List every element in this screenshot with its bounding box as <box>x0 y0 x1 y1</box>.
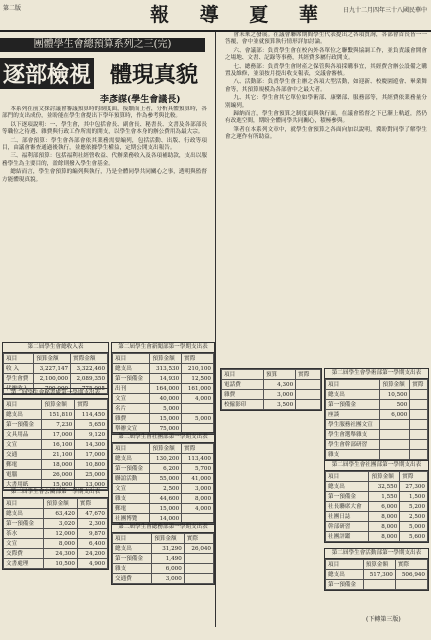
table-row <box>4 460 108 470</box>
column-divider <box>215 32 216 627</box>
paragraph: 歸納而言，學生會預算之制度面與執行面，在議會監督之下已漸上軌道，然仍有改進空間，期盼全體同學共同關心，積極參與。 <box>225 111 427 125</box>
table-header-cell: 預算金額 <box>380 380 410 390</box>
table-header-cell: 項目 <box>4 400 42 410</box>
table-cell: 雜支 <box>113 564 152 574</box>
table-cell: 151,810 <box>42 410 75 420</box>
table-cell: 41,000 <box>182 474 214 484</box>
table-header-row <box>113 354 214 364</box>
table-cell <box>410 420 428 430</box>
table-header-cell: 預算金額 <box>152 534 185 544</box>
table-row <box>222 390 321 400</box>
table-row <box>113 544 214 554</box>
data-table <box>325 471 428 542</box>
table-cell <box>184 564 213 574</box>
table-cell: 總支出 <box>113 544 152 554</box>
budget-table-misc <box>220 368 322 411</box>
table-cell: 14,300 <box>75 440 108 450</box>
table-cell: 210,100 <box>182 364 214 374</box>
table-cell: 3,000 <box>263 390 295 400</box>
table-row <box>113 494 214 504</box>
series-title: 團體學生會總預算系列之三(完) <box>0 38 205 52</box>
table-cell: 8,000 <box>369 522 400 532</box>
table-cell: 第一預備金 <box>4 519 44 529</box>
table-cell: 名片 <box>113 404 150 414</box>
table-cell: 3,000 <box>182 484 214 494</box>
table-row <box>4 470 108 480</box>
table-cell: 社長聯席大會 <box>326 502 369 512</box>
table-cell: 506,940 <box>395 570 427 580</box>
table-cell: 社團評鑑 <box>326 532 369 542</box>
table-cell: 文具用品 <box>4 430 42 440</box>
table-cell: 3,000 <box>152 574 185 584</box>
table-cell: 113,400 <box>182 454 214 464</box>
paragraph: 本系列在前文探討議會審議預算時的制度面，接續而上者，分析具體預算時，各部門的支出成份，並盼能在學生會提出下學年預算時，作為參考與比較。 <box>2 106 207 120</box>
table-header-row <box>113 444 214 454</box>
table-cell: 26,040 <box>184 544 213 554</box>
budget-table-clubs <box>111 432 215 525</box>
table-cell: 12,500 <box>182 374 214 384</box>
table-cell: 5,000 <box>150 404 182 414</box>
table-cell: 總支出 <box>113 454 150 464</box>
table-header-cell: 預算金額 <box>44 499 78 509</box>
paragraph: 會未來之發展。在議會聯席期間學生代表提出之各項質詢，各部會首長皆一一答覆，會中並就預算執行情形詳加討論。 <box>225 32 427 46</box>
table-caption: 第二屆學生會秘書處第一學期支出表 <box>3 389 108 399</box>
table-cell <box>296 400 321 410</box>
data-table <box>112 353 214 434</box>
table-header-cell: 實際 <box>182 354 214 364</box>
table-header-cell: 項目 <box>113 354 150 364</box>
table-cell: 114,450 <box>75 410 108 420</box>
table-cell: 第一預備金 <box>113 554 152 564</box>
table-cell: 700,000 <box>34 384 71 394</box>
continued-note: (下轉第三版) <box>366 616 401 623</box>
table-cell: 6,200 <box>150 464 182 474</box>
table-row <box>113 484 214 494</box>
table-row <box>326 502 428 512</box>
table-cell: 總支出 <box>326 570 364 580</box>
table-cell: 9,870 <box>77 529 107 539</box>
table-cell: 第一預備金 <box>326 580 364 590</box>
budget-table-public-relations <box>2 487 109 570</box>
table-cell: 16,100 <box>42 440 75 450</box>
table-row <box>113 414 214 424</box>
table-cell: 學生服務社團文宣 <box>326 420 380 430</box>
table-cell: 1,550 <box>369 492 400 502</box>
table-row <box>4 519 108 529</box>
table-cell <box>380 450 410 460</box>
table-cell: 代辦收入 <box>4 384 34 394</box>
table-cell: 交際費 <box>4 549 44 559</box>
table-cell: 雜費 <box>113 414 150 424</box>
table-row <box>113 374 214 384</box>
table-cell: 32,550 <box>369 482 400 492</box>
table-cell: 2,100,000 <box>34 374 71 384</box>
table-header-row <box>326 472 428 482</box>
table-row <box>113 404 214 414</box>
table-cell <box>296 380 321 390</box>
paragraph: 筆者在本系列文章中，就學生會預算之各面向加以說明，冀盼對同學了解學生會之運作有所助益。 <box>225 126 427 141</box>
table-cell <box>184 574 213 584</box>
table-cell: 1,490 <box>152 554 185 564</box>
table-row <box>326 400 428 410</box>
table-cell <box>380 420 410 430</box>
byline: 李彥謀(學生會議長) <box>100 95 181 105</box>
table-cell: 15,000 <box>150 414 182 424</box>
issue-date: 日九十二月四年三十八國民華中 <box>342 7 427 14</box>
table-row <box>113 504 214 514</box>
table-cell: 7,230 <box>42 420 75 430</box>
table-caption: 第二屆學生會公關部第一學期支出表 <box>3 488 108 498</box>
table-row <box>326 492 428 502</box>
paragraph: 八、活動部：負責學生會主辦之各項大型活動，如迎新、校慶園遊會、畢業舞會等，其預算規模為各部會中之最大者。 <box>225 79 427 93</box>
table-caption: 第二屆學生會總收入表 <box>3 343 108 353</box>
table-cell: 第一預備金 <box>113 374 150 384</box>
table-cell: 文書處理 <box>4 559 44 569</box>
article-column-2 <box>225 32 427 350</box>
data-table <box>112 443 214 524</box>
table-row <box>326 420 428 430</box>
paragraph: 七、總務部：負責學生會財產之保管與各項採購事宜，其經費含辦公設備之購置及維修，並須按月提出收支報表，交議會審核。 <box>225 63 427 78</box>
table-cell: 雜費 <box>222 390 264 400</box>
table-cell: 18,000 <box>42 460 75 470</box>
table-cell <box>410 430 428 440</box>
masthead-bar <box>0 0 431 32</box>
table-cell: 14,000 <box>150 514 182 524</box>
table-cell: 幹部研習 <box>326 522 369 532</box>
table-header-row <box>222 370 321 380</box>
table-row <box>113 564 214 574</box>
table-cell: 500 <box>380 400 410 410</box>
table-cell: 10,800 <box>75 460 108 470</box>
paragraph: 二、部會預算：學生會各部會依其業務需要編列，包括活動、出版、行政等項目，由議會審查通過後執行，並應依據學生權益，定期公開支出報告。 <box>2 137 207 152</box>
table-cell: 總支出 <box>326 482 369 492</box>
table-header-cell: 實際金額 <box>71 354 108 364</box>
data-table <box>221 369 321 410</box>
table-cell: 3,322,460 <box>71 364 108 374</box>
table-cell: 5,700 <box>182 464 214 474</box>
table-cell: 文宣 <box>113 484 150 494</box>
table-header-cell: 預算金額 <box>42 400 75 410</box>
table-header-cell: 實際 <box>395 560 427 570</box>
table-cell: 交通費 <box>113 574 152 584</box>
table-cell: 8,000 <box>369 532 400 542</box>
table-header-cell: 項目 <box>326 560 364 570</box>
table-cell: 14,930 <box>150 374 182 384</box>
table-cell <box>410 390 428 400</box>
table-caption: 第二屆學生會社團部第一學期支出表 <box>112 433 214 443</box>
table-row <box>326 532 428 542</box>
table-cell: 17,000 <box>42 430 75 440</box>
table-cell: 第一預備金 <box>113 464 150 474</box>
table-cell: 10,500 <box>380 390 410 400</box>
table-cell: 164,000 <box>150 384 182 394</box>
table-cell: 文宣 <box>113 394 150 404</box>
table-cell: 雜支 <box>113 494 150 504</box>
table-cell: 8,000 <box>182 494 214 504</box>
table-cell: 茶水 <box>4 529 44 539</box>
table-cell: 40,000 <box>150 394 182 404</box>
table-cell: 775,005 <box>71 384 108 394</box>
table-cell <box>380 430 410 440</box>
table-row <box>4 430 108 440</box>
table-cell: 6,400 <box>77 539 107 549</box>
table-row <box>4 509 108 519</box>
table-cell: 5,650 <box>75 420 108 430</box>
table-cell: 2,500 <box>400 512 428 522</box>
budget-table-academic <box>324 368 429 461</box>
table-cell: 2,500 <box>150 484 182 494</box>
table-row <box>326 570 428 580</box>
table-cell: 6,000 <box>369 502 400 512</box>
table-cell: 5,000 <box>400 522 428 532</box>
table-cell: 第一預備金 <box>4 420 42 430</box>
table-header-cell: 實際 <box>75 400 108 410</box>
table-cell: 第一預備金 <box>326 400 380 410</box>
table-cell: 3,500 <box>263 400 295 410</box>
table-cell: 5,000 <box>182 414 214 424</box>
table-row <box>4 420 108 430</box>
table-cell: 學生會選舉雜支 <box>326 430 380 440</box>
table-cell: 2,300 <box>77 519 107 529</box>
table-row <box>326 440 428 450</box>
table-cell: 3,227,147 <box>34 364 71 374</box>
table-header-cell: 項目 <box>326 380 380 390</box>
table-cell: 6,000 <box>152 564 185 574</box>
table-row <box>4 450 108 460</box>
headline-part-a: 逐部檢視 <box>0 58 94 89</box>
table-header-cell: 項目 <box>4 354 34 364</box>
table-cell: 130,200 <box>150 454 182 464</box>
paragraph: 三、福利部預算：包括福利社經營收益、代辦業務收入及各項補助款，支出以服務學生為主要目的，盈餘則撥入學生會基金。 <box>2 153 207 167</box>
table-row <box>326 450 428 460</box>
table-cell <box>410 450 428 460</box>
table-cell <box>395 580 427 590</box>
table-cell: 1,500 <box>400 492 428 502</box>
paragraph: 九、其它：學生會其它單位如學術部、康樂部、服務部等，其經費依業務量分別編列。 <box>225 95 427 109</box>
table-row <box>4 440 108 450</box>
table-cell: 社團博覽 <box>113 514 150 524</box>
table-cell: 文宣 <box>4 440 42 450</box>
table-row <box>222 380 321 390</box>
table-cell: 4,900 <box>77 559 107 569</box>
table-cell: 5,600 <box>400 532 428 542</box>
table-row <box>113 464 214 474</box>
table-cell: 517,300 <box>363 570 395 580</box>
table-cell: 出刊 <box>113 384 150 394</box>
table-cell: 總支出 <box>4 410 42 420</box>
table-row <box>113 454 214 464</box>
data-table <box>3 399 108 490</box>
table-row <box>113 554 214 564</box>
table-cell: 電話費 <box>222 380 264 390</box>
table-cell: 雜支 <box>326 450 380 460</box>
table-header-cell: 項目 <box>222 370 264 380</box>
table-cell: 社團日誌 <box>326 512 369 522</box>
budget-table-activities <box>324 548 429 591</box>
table-cell: 總支出 <box>113 364 150 374</box>
masthead: 報 導 夏 華 <box>150 4 330 26</box>
table-cell <box>363 580 395 590</box>
table-cell: 文宣 <box>4 539 44 549</box>
table-cell <box>296 390 321 400</box>
data-table <box>325 379 428 460</box>
table-header-cell: 項目 <box>113 444 150 454</box>
table-header-cell: 預算金額 <box>34 354 71 364</box>
budget-table-news <box>111 342 215 435</box>
table-cell: 學生會費 <box>4 374 34 384</box>
table-cell: 總支出 <box>4 509 44 519</box>
table-header-cell: 實際 <box>77 499 107 509</box>
table-row <box>4 374 108 384</box>
table-row <box>113 364 214 374</box>
table-row <box>113 394 214 404</box>
table-row <box>4 559 108 569</box>
data-table <box>3 498 108 569</box>
table-row <box>113 574 214 584</box>
table-caption: 第二屆學生會活動部第一學期支出表 <box>325 549 428 559</box>
table-cell: 電腦 <box>4 470 42 480</box>
table-cell: 2,089,350 <box>71 374 108 384</box>
table-cell: 3,020 <box>44 519 78 529</box>
table-cell: 座談 <box>326 410 380 420</box>
table-cell: 55,000 <box>150 474 182 484</box>
table-caption: 第二屆學生會總務部第一學期支出表 <box>112 523 214 533</box>
table-cell: 4,000 <box>182 504 214 514</box>
table-row <box>326 580 428 590</box>
table-row <box>222 400 321 410</box>
table-cell: 聯誼活動 <box>113 474 150 484</box>
table-header-cell: 預算金額 <box>150 444 182 454</box>
table-header-cell: 實際 <box>400 472 428 482</box>
table-row <box>4 529 108 539</box>
table-cell: 5,200 <box>400 502 428 512</box>
table-header-cell: 實際 <box>184 534 213 544</box>
table-cell: 總支出 <box>326 390 380 400</box>
table-cell: 12,000 <box>44 529 78 539</box>
table-cell: 郵電 <box>113 504 150 514</box>
table-cell: 8,000 <box>44 539 78 549</box>
table-row <box>4 539 108 549</box>
table-cell: 4,000 <box>182 394 214 404</box>
table-cell: 校僱影印 <box>222 400 264 410</box>
table-row <box>4 364 108 374</box>
table-cell: 31,290 <box>152 544 185 554</box>
budget-table-secretariat <box>2 388 109 491</box>
table-cell: 313,530 <box>150 364 182 374</box>
data-table <box>325 559 428 590</box>
table-cell: 161,000 <box>182 384 214 394</box>
table-cell: 24,200 <box>77 549 107 559</box>
table-header-cell: 項目 <box>113 534 152 544</box>
table-row <box>326 410 428 420</box>
table-cell: 13,000 <box>75 480 108 490</box>
table-cell <box>380 440 410 450</box>
table-header-row <box>326 380 428 390</box>
table-header-cell: 實際 <box>410 380 428 390</box>
table-cell <box>182 404 214 414</box>
table-row <box>326 430 428 440</box>
table-row <box>113 474 214 484</box>
paragraph: 總結而言，學生會預算的編列與執行，乃是全體同學共同關心之事，透明與監督方能體現真貌。 <box>2 169 207 183</box>
table-cell: 收 入 <box>4 364 34 374</box>
table-cell: 8,000 <box>369 512 400 522</box>
table-caption: 第二屆學生會學術部第一學期支出表 <box>325 369 428 379</box>
data-table <box>112 533 214 584</box>
paragraph: 六、會議部：負責學生會在校內外各單位之聯繫與協調工作，並負責議會開會之場地、文書、記錄等事務，其經費多屬行政開支。 <box>225 47 427 62</box>
table-header-row <box>4 400 108 410</box>
table-cell: 44,600 <box>150 494 182 504</box>
headline <box>0 58 205 88</box>
paragraph: 以下逐項說明：一、學生會，其中包括會長、副會長、秘書長、文書及各部部長等職位之待遇、雜費與行政工作所需的開支，以學生會本身的辦公費用為最大宗。 <box>2 121 207 136</box>
budget-table-societies <box>324 460 429 543</box>
table-cell: 第一預備金 <box>326 492 369 502</box>
table-header-cell: 預算 <box>263 370 295 380</box>
table-row <box>4 410 108 420</box>
table-header-row <box>326 560 428 570</box>
table-header-row <box>4 499 108 509</box>
table-cell: 17,000 <box>75 450 108 460</box>
table-cell <box>410 400 428 410</box>
table-caption: 第二屆學生會新聞部第一學期支出表 <box>112 343 214 353</box>
table-cell: 9,120 <box>75 430 108 440</box>
table-cell: 15,000 <box>150 504 182 514</box>
budget-table-general-affairs <box>111 522 215 585</box>
table-cell: 6,000 <box>380 410 410 420</box>
table-cell: 交通 <box>4 450 42 460</box>
table-row <box>326 522 428 532</box>
table-cell: 郵電 <box>4 460 42 470</box>
table-row <box>113 384 214 394</box>
table-cell: 15,000 <box>42 480 75 490</box>
table-header-cell: 項目 <box>4 499 44 509</box>
page-number: 第二版 <box>3 5 22 12</box>
headline-part-b: 體現真貌 <box>110 62 199 88</box>
table-header-cell: 預算金額 <box>150 354 182 364</box>
table-row <box>326 482 428 492</box>
table-cell: 10,500 <box>44 559 78 569</box>
table-cell: 學生會幹部研習 <box>326 440 380 450</box>
table-cell: 4,300 <box>263 380 295 390</box>
table-cell <box>184 554 213 564</box>
table-header-cell: 預算金額 <box>363 560 395 570</box>
table-cell: 25,000 <box>75 470 108 480</box>
table-header-cell: 實際 <box>296 370 321 380</box>
table-cell: 21,100 <box>42 450 75 460</box>
table-cell: 27,300 <box>400 482 428 492</box>
table-header-row <box>113 534 214 544</box>
table-cell <box>410 440 428 450</box>
table-cell <box>410 410 428 420</box>
table-cell: 舉辦文宣 <box>113 424 150 434</box>
table-row <box>326 390 428 400</box>
table-caption: 第二屆學生會社團部第一學期支出表 <box>325 461 428 471</box>
table-cell: 47,670 <box>77 509 107 519</box>
table-cell: 75,000 <box>150 424 182 434</box>
table-cell: 大書用紙 <box>4 480 42 490</box>
table-header-cell: 項目 <box>326 472 369 482</box>
table-row <box>326 512 428 522</box>
table-cell: 63,420 <box>44 509 78 519</box>
table-cell: 26,000 <box>42 470 75 480</box>
table-row <box>4 549 108 559</box>
table-header-row <box>4 354 108 364</box>
table-header-cell: 預算金額 <box>369 472 400 482</box>
article-column-1 <box>2 106 207 338</box>
table-header-cell: 實際 <box>182 444 214 454</box>
table-cell: 24,300 <box>44 549 78 559</box>
